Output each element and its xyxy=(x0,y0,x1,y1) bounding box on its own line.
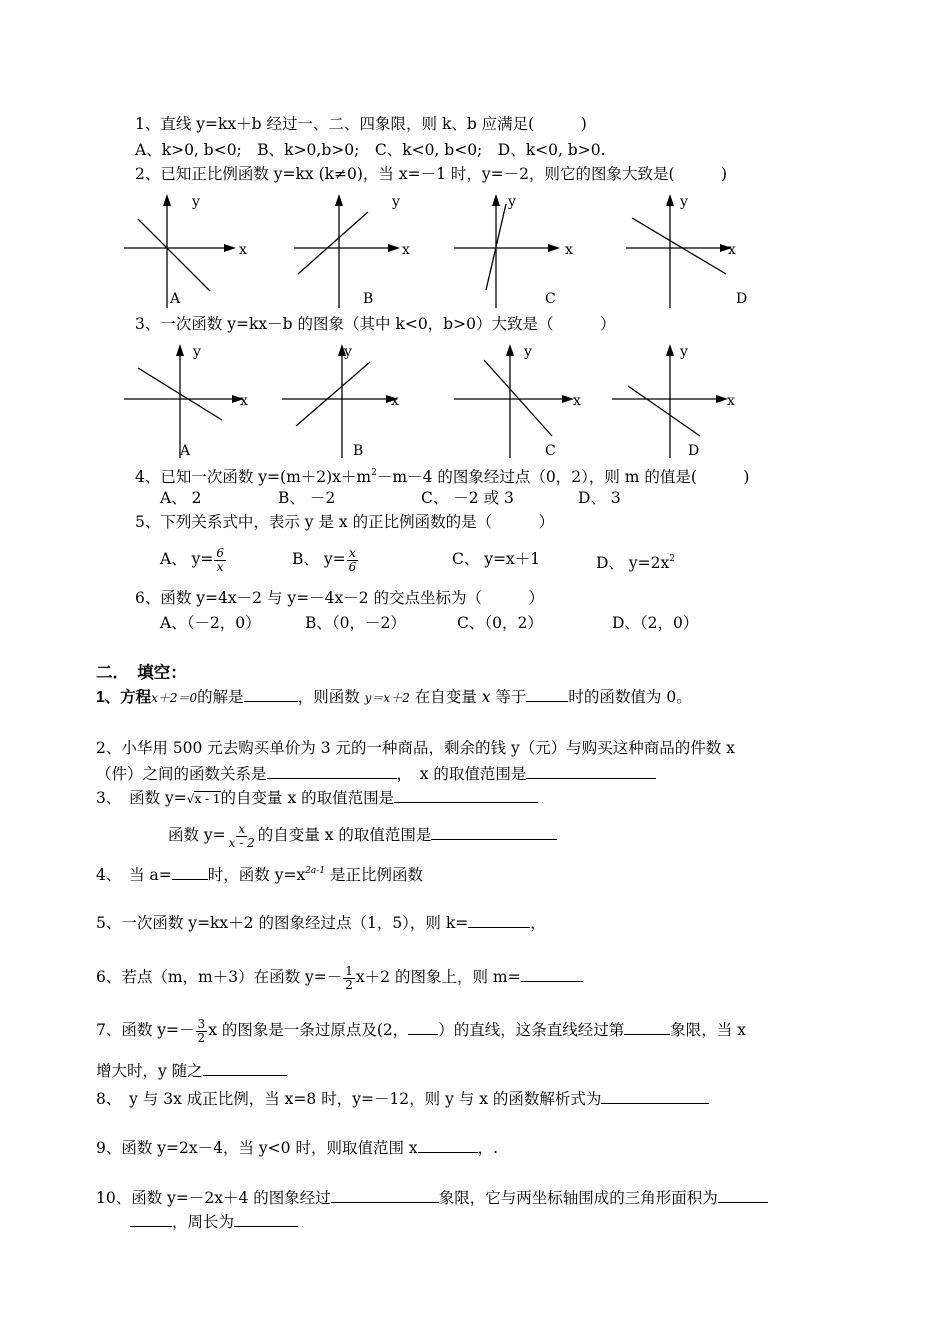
graph-x-label: x xyxy=(402,242,410,258)
q2-graph-b xyxy=(290,190,420,312)
graph-y-label: y xyxy=(680,344,688,360)
q6-option-c: C、（0，2） xyxy=(457,614,543,632)
q1-options: A、k>0, b<0; B、k>0,b>0; C、k<0, b<0; D、k<0, b>0. xyxy=(135,141,606,159)
graph-x-label: x xyxy=(239,242,247,258)
answer-blank[interactable] xyxy=(601,1087,709,1104)
q6-option-a: A、（－2，0） xyxy=(160,614,261,632)
fill-7-line2: 增大时，y 随之 xyxy=(96,1059,287,1081)
q3-graph-c xyxy=(448,340,588,462)
answer-blank[interactable] xyxy=(526,685,568,702)
graph-x-label: x xyxy=(240,393,248,409)
graph-x-label: x xyxy=(573,393,581,409)
graph-y-label: y xyxy=(508,194,516,210)
graph-y-label: y xyxy=(193,344,201,360)
q3-graph-b xyxy=(278,340,408,462)
fill-3a: 3、 函数 y=√x - 1的自变量 x 的取值范围是 xyxy=(96,786,538,809)
graph-option-label: A xyxy=(180,443,191,459)
graph-option-label: C xyxy=(545,291,556,307)
fill-5: 5、一次函数 y=kx＋2 的图象经过点（1，5），则 k= ， xyxy=(96,911,546,933)
graph-option-label: A xyxy=(170,291,181,307)
q2-graph-d xyxy=(622,190,752,312)
answer-blank[interactable] xyxy=(394,786,538,803)
graph-y-label: y xyxy=(344,344,352,360)
answer-blank[interactable] xyxy=(526,762,656,779)
q4-stem: 4、已知一次函数 $y=(m+2)x+m^2-m-4$ 的图象经过点（0，2），则 m 的值是( ) xyxy=(135,468,750,486)
answer-blank[interactable] xyxy=(431,823,557,840)
fill-4: 4、 当 a= 时，函数 $y=x^{2a-1}$ 是正比例函数 xyxy=(96,861,423,885)
answer-blank[interactable] xyxy=(521,965,583,982)
graph-x-label: x xyxy=(728,242,736,258)
fill-3b: 函数 y= $\frac{x}{x - 2}$ 的自变量 x 的取值范围是 xyxy=(168,816,557,858)
answer-blank[interactable] xyxy=(418,1136,478,1153)
q3-graph-a xyxy=(118,340,258,462)
fill-2-line2: （件）之间的函数关系是 ， x 的取值范围是 xyxy=(96,762,656,784)
answer-blank[interactable] xyxy=(408,1018,438,1035)
q6-stem: 6、函数 y=4x－2 与 y=－4x－2 的交点坐标为（ ） xyxy=(135,589,544,607)
q5-option-c: C、 y=x＋1 xyxy=(452,550,541,568)
answer-blank[interactable] xyxy=(130,1210,172,1227)
graph-option-label: B xyxy=(363,291,374,307)
fill-8: 8、 y 与 3x 成正比例，当 x=8 时，y=－12，则 y 与 x 的函数解析式为 xyxy=(96,1087,709,1109)
graph-option-label: C xyxy=(545,443,556,459)
fill-heading: 二． 填空： xyxy=(96,664,187,682)
graph-option-label: D xyxy=(736,291,748,307)
q5-option-a: A、 y= $\frac{6}{x}$ xyxy=(160,545,225,574)
q5-stem: 5、下列关系式中，表示 y 是 x 的正比例函数的是（ ） xyxy=(135,513,555,531)
graph-x-label: x xyxy=(565,242,573,258)
graph-x-label: x xyxy=(727,393,735,409)
graph-y-label: y xyxy=(524,344,532,360)
q4-option-c: C、 －2 或 3 xyxy=(421,489,514,507)
answer-blank[interactable] xyxy=(234,1210,298,1227)
answer-blank[interactable] xyxy=(244,685,298,702)
q4-option-a: A、 2 xyxy=(160,489,202,507)
q2-stem: 2、已知正比例函数 y=kx (k≠0)，当 x=－1 时，y=－2，则它的图象大致是( ) xyxy=(135,165,728,183)
q1-stem: 1、直线 y=kx＋b 经过一、二、四象限，则 k、b 应满足( ) xyxy=(135,115,587,133)
q5-option-b: B、 y= $\frac{x}{6}$ xyxy=(292,545,357,574)
q5-option-d: D、 $y=2x^2$ xyxy=(596,554,675,572)
q6-option-d: D、（2，0） xyxy=(612,614,699,632)
answer-blank[interactable] xyxy=(624,1018,670,1035)
fill-10-line1: 10、函数 y=－2x＋4 的图象经过 象限，它与两坐标轴围成的三角形面积为 xyxy=(96,1186,768,1208)
fill-2-line1: 2、小华用 500 元去购买单价为 3 元的一种商品，剩余的钱 y（元）与购买这种商品的件数 x xyxy=(96,739,735,757)
fill-1: 1、方程x＋2＝0的解是 ，则函数 y＝x＋2 在自变量 x 等于 时的函数值为 0。 xyxy=(96,685,692,708)
q4-option-b: B、 －2 xyxy=(278,489,336,507)
fill-9: 9、函数 y=2x－4，当 y<0 时，则取值范围 x ，. xyxy=(96,1136,498,1158)
answer-blank[interactable] xyxy=(718,1186,768,1203)
graph-y-label: y xyxy=(680,194,688,210)
q2-graph-c xyxy=(450,190,580,312)
graph-y-label: y xyxy=(392,194,400,210)
answer-blank[interactable] xyxy=(172,863,208,880)
answer-blank[interactable] xyxy=(267,762,397,779)
answer-blank[interactable] xyxy=(331,1186,439,1203)
fill-7-line1: 7、函数 y=－ $\frac{3}{2}$ x 的图象是一条过原点及(2， ）的直线，这条直线经过第 象限，当 x xyxy=(96,1016,746,1045)
q3-stem: 3、一次函数 y=kx－b 的图象（其中 k<0，b>0）大致是（ ） xyxy=(135,315,616,333)
fill-6: 6、若点（m，m＋3）在函数 y=－ $\frac{1}{2}$ x＋2 的图象上，则 m= xyxy=(96,958,583,1000)
fill-10-line2: ，周长为 xyxy=(130,1210,298,1232)
q2-graph-a xyxy=(118,190,258,312)
q4-option-d: D、 3 xyxy=(578,489,621,507)
graph-x-label: x xyxy=(391,393,399,409)
graph-option-label: D xyxy=(688,443,700,459)
answer-blank[interactable] xyxy=(203,1059,287,1076)
graph-option-label: B xyxy=(353,443,364,459)
q6-option-b: B、（0，－2） xyxy=(305,614,406,632)
answer-blank[interactable] xyxy=(468,911,530,928)
q3-graph-d xyxy=(608,340,748,462)
graph-y-label: y xyxy=(192,194,200,210)
